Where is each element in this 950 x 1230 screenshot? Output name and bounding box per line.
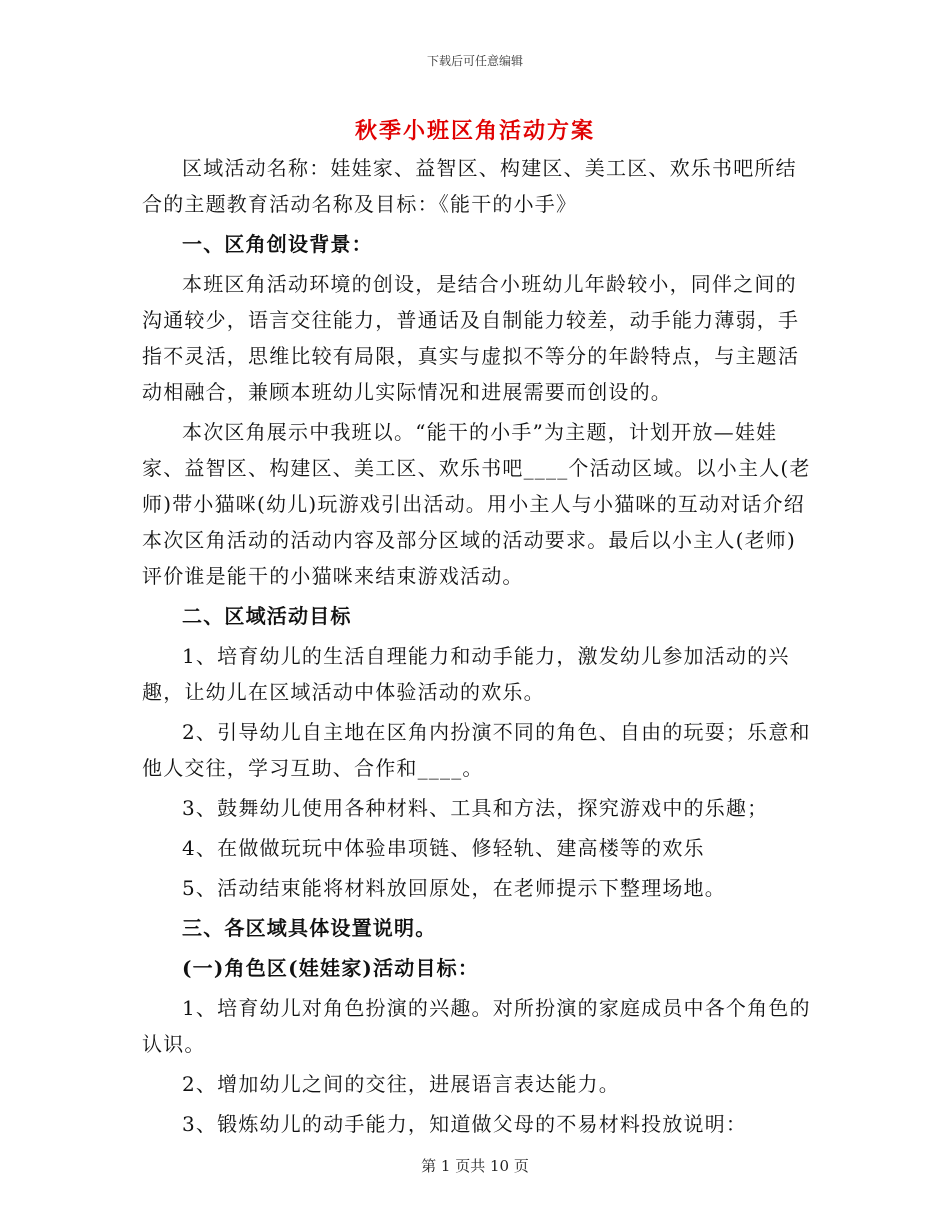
- intro-paragraph: 区域活动名称：娃娃家、益智区、构建区、美工区、欢乐书吧所结合的主题教育活动名称及目标：《能干的小手》: [142, 156, 797, 216]
- document-body: [142, 150, 812, 1142]
- section-3-item: 2、增加幼儿之间的交往，进展语言表达能力。: [182, 1072, 620, 1096]
- page-footer: 第 1 页共 10 页: [421, 1157, 529, 1175]
- section-2-item: 4、在做做玩玩中体验串项链、修轻轨、建高楼等的欢乐: [182, 836, 705, 860]
- section-3-heading: 三、各区域具体设置说明。: [182, 916, 437, 940]
- document-title: 秋季小班区角活动方案: [354, 118, 595, 144]
- section-3-item: 1、培育幼儿对角色扮演的兴趣。对所扮演的家庭成员中各个角色的认识。: [142, 996, 811, 1056]
- section-1-paragraph-1: 本班区角活动环境的创设，是结合小班幼儿年龄较小，同伴之间的沟通较少，语言交往能力，普通话及自制能力较差，动手能力薄弱，手指不灵活，思维比较有局限，真实与虚拟不等分的年龄特点，与主题活动相融合，兼顾本班幼儿实际情况和进展需要而创设的。: [142, 272, 800, 404]
- page-header: 下载后可任意编辑: [426, 54, 523, 68]
- section-2-item: 5、活动结束能将材料放回原处，在老师提示下整理场地。: [182, 876, 726, 900]
- section-2-item: 1、培育幼儿的生活自理能力和动手能力，激发幼儿参加活动的兴趣，让幼儿在区域活动中体验活动的欢乐。: [142, 644, 790, 704]
- section-3-subheading: (一)角色区(娃娃家)活动目标：: [182, 956, 480, 980]
- section-3-item: 3、锻炼幼儿的动手能力，知道做父母的不易材料投放说明：: [182, 1112, 748, 1136]
- section-2-heading: 二、区域活动目标: [182, 604, 352, 628]
- section-2-item: 3、鼓舞幼儿使用各种材料、工具和方法，探究游戏中的乐趣；: [182, 796, 769, 820]
- section-1-heading: 一、区角创设背景：: [182, 232, 373, 256]
- section-1-paragraph-2: 本次区角展示中我班以。“能干的小手”为主题，计划开放—娃娃家、益智区、构建区、美工区、欢乐书吧____个活动区域。以小主人(老师)带小猫咪(幼儿)玩游戏引出活动。用小主人与小猫咪的互动对话介绍本次区角活动的活动内容及部分区域的活动要求。最后以小主人(老师)评价谁是能干的小猫咪来结束游戏活动。: [142, 420, 811, 588]
- section-2-item: 2、引导幼儿自主地在区角内扮演不同的角色、自由的玩耍；乐意和他人交往，学习互助、合作和____。: [142, 720, 811, 780]
